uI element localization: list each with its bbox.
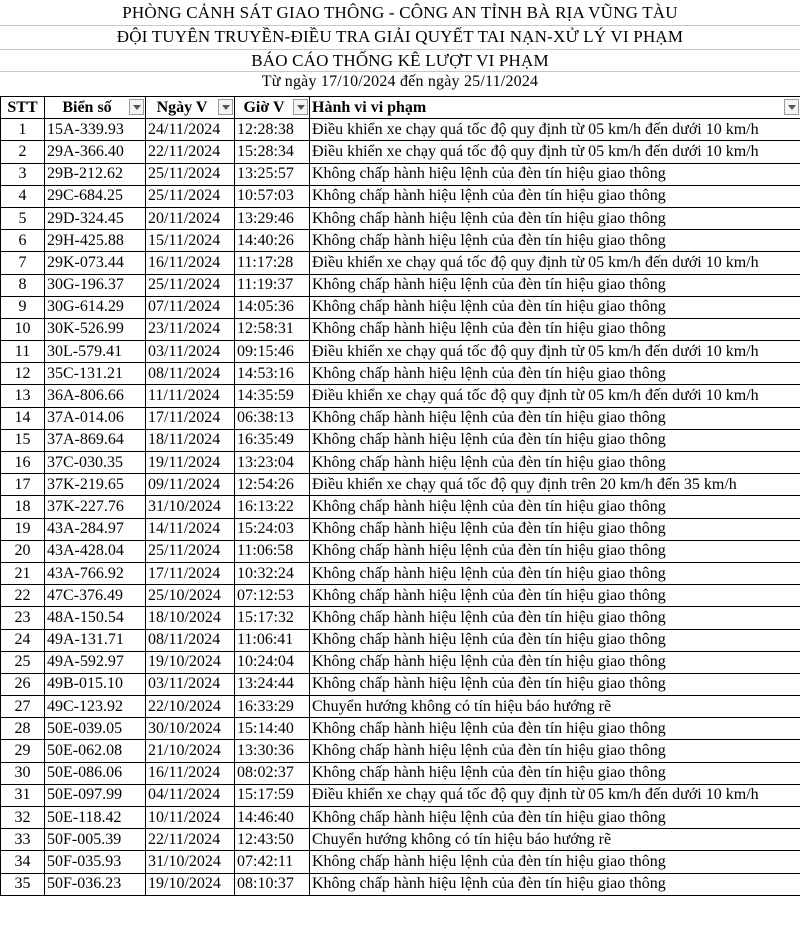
table-row	[1, 696, 800, 718]
cell-plate[interactable]: 49B-015.10	[45, 673, 146, 695]
cell-stt[interactable]: 22	[1, 585, 45, 607]
cell-plate[interactable]: 30K-526.99	[45, 318, 146, 340]
cell-violation[interactable]: Không chấp hành hiệu lệnh của đèn tín hiệu giao thông	[310, 740, 800, 762]
filter-dropdown-icon[interactable]	[784, 99, 799, 115]
cell-violation[interactable]: Không chấp hành hiệu lệnh của đèn tín hiệu giao thông	[310, 452, 800, 474]
cell-violation[interactable]: Điều khiển xe chạy quá tốc độ quy định từ 05 km/h đến dưới 10 km/h	[310, 784, 800, 806]
cell-date[interactable]: 19/11/2024	[146, 452, 235, 474]
cell-time[interactable]: 13:23:04	[235, 452, 310, 474]
cell-plate[interactable]: 50E-097.99	[45, 784, 146, 806]
cell-plate[interactable]: 37A-014.06	[45, 407, 146, 429]
cell-date[interactable]: 09/11/2024	[146, 474, 235, 496]
cell-time[interactable]: 15:17:32	[235, 607, 310, 629]
filter-dropdown-icon[interactable]	[293, 99, 308, 115]
cell-stt[interactable]: 26	[1, 673, 45, 695]
cell-stt[interactable]: 19	[1, 518, 45, 540]
cell-stt[interactable]: 2	[1, 141, 45, 163]
cell-time[interactable]: 14:40:26	[235, 230, 310, 252]
cell-violation[interactable]: Không chấp hành hiệu lệnh của đèn tín hiệu giao thông	[310, 407, 800, 429]
cell-time[interactable]: 14:53:16	[235, 363, 310, 385]
cell-time[interactable]: 16:35:49	[235, 429, 310, 451]
cell-date[interactable]: 07/11/2024	[146, 296, 235, 318]
cell-plate[interactable]: 29K-073.44	[45, 252, 146, 274]
cell-time[interactable]: 10:32:24	[235, 562, 310, 584]
table-row	[1, 318, 800, 340]
cell-date[interactable]: 25/10/2024	[146, 585, 235, 607]
cell-plate[interactable]: 49A-592.97	[45, 651, 146, 673]
cell-plate[interactable]: 37K-219.65	[45, 474, 146, 496]
table-row	[1, 540, 800, 562]
cell-stt[interactable]: 15	[1, 429, 45, 451]
cell-plate[interactable]: 37C-030.35	[45, 452, 146, 474]
cell-plate[interactable]: 36A-806.66	[45, 385, 146, 407]
cell-time[interactable]: 15:14:40	[235, 718, 310, 740]
cell-violation[interactable]: Điều khiển xe chạy quá tốc độ quy định từ 05 km/h đến dưới 10 km/h	[310, 141, 800, 163]
cell-violation[interactable]: Không chấp hành hiệu lệnh của đèn tín hiệu giao thông	[310, 230, 800, 252]
cell-date[interactable]: 19/10/2024	[146, 873, 235, 895]
cell-stt[interactable]: 21	[1, 562, 45, 584]
cell-time[interactable]: 13:24:44	[235, 673, 310, 695]
cell-stt[interactable]: 17	[1, 474, 45, 496]
cell-time[interactable]: 14:46:40	[235, 807, 310, 829]
column-header-date	[146, 97, 235, 119]
report-date-range: Từ ngày 17/10/2024 đến ngày 25/11/2024	[261, 73, 539, 90]
column-header-date-label: Ngày V	[156, 98, 208, 116]
cell-violation[interactable]: Chuyển hướng không có tín hiệu báo hướng rẽ	[310, 829, 800, 851]
column-header-plate	[45, 97, 146, 119]
cell-stt[interactable]: 30	[1, 762, 45, 784]
cell-time[interactable]: 10:57:03	[235, 185, 310, 207]
table-row	[1, 651, 800, 673]
cell-violation[interactable]: Chuyển hướng không có tín hiệu báo hướng rẽ	[310, 696, 800, 718]
cell-plate[interactable]: 50E-039.05	[45, 718, 146, 740]
cell-violation[interactable]: Không chấp hành hiệu lệnh của đèn tín hiệu giao thông	[310, 673, 800, 695]
table-row	[1, 784, 800, 806]
cell-violation[interactable]: Không chấp hành hiệu lệnh của đèn tín hiệu giao thông	[310, 718, 800, 740]
cell-plate[interactable]: 35C-131.21	[45, 363, 146, 385]
cell-time[interactable]: 08:02:37	[235, 762, 310, 784]
cell-violation[interactable]: Điều khiển xe chạy quá tốc độ quy định từ 05 km/h đến dưới 10 km/h	[310, 385, 800, 407]
cell-time[interactable]: 11:19:37	[235, 274, 310, 296]
cell-stt[interactable]: 12	[1, 363, 45, 385]
table-header-row	[1, 97, 800, 119]
cell-stt[interactable]: 10	[1, 318, 45, 340]
cell-violation[interactable]: Không chấp hành hiệu lệnh của đèn tín hiệu giao thông	[310, 629, 800, 651]
cell-plate[interactable]: 48A-150.54	[45, 607, 146, 629]
cell-time[interactable]: 16:33:29	[235, 696, 310, 718]
cell-plate[interactable]: 37A-869.64	[45, 429, 146, 451]
cell-date[interactable]: 30/10/2024	[146, 718, 235, 740]
divider	[0, 25, 800, 26]
cell-time[interactable]: 12:54:26	[235, 474, 310, 496]
table-row	[1, 207, 800, 229]
violations-table	[0, 96, 800, 896]
cell-date[interactable]: 11/11/2024	[146, 385, 235, 407]
cell-plate[interactable]: 50E-086.06	[45, 762, 146, 784]
cell-violation[interactable]: Không chấp hành hiệu lệnh của đèn tín hiệu giao thông	[310, 318, 800, 340]
cell-stt[interactable]: 32	[1, 807, 45, 829]
cell-violation[interactable]: Điều khiển xe chạy quá tốc độ quy định từ 05 km/h đến dưới 10 km/h	[310, 341, 800, 363]
cell-stt[interactable]: 29	[1, 740, 45, 762]
cell-violation[interactable]: Điều khiển xe chạy quá tốc độ quy định từ 05 km/h đến dưới 10 km/h	[310, 119, 800, 141]
cell-date[interactable]: 20/11/2024	[146, 207, 235, 229]
cell-date[interactable]: 15/11/2024	[146, 230, 235, 252]
cell-stt[interactable]: 18	[1, 496, 45, 518]
cell-time[interactable]: 06:38:13	[235, 407, 310, 429]
divider	[0, 71, 800, 72]
cell-date[interactable]: 25/11/2024	[146, 163, 235, 185]
cell-time[interactable]: 13:30:36	[235, 740, 310, 762]
cell-plate[interactable]: 30L-579.41	[45, 341, 146, 363]
cell-plate[interactable]: 29H-425.88	[45, 230, 146, 252]
cell-time[interactable]: 07:42:11	[235, 851, 310, 873]
cell-time[interactable]: 14:35:59	[235, 385, 310, 407]
table-row	[1, 873, 800, 895]
column-header-plate-label: Biển số	[62, 98, 112, 116]
cell-stt[interactable]: 28	[1, 718, 45, 740]
cell-date[interactable]: 21/10/2024	[146, 740, 235, 762]
cell-violation[interactable]: Không chấp hành hiệu lệnh của đèn tín hiệu giao thông	[310, 851, 800, 873]
cell-stt[interactable]: 9	[1, 296, 45, 318]
cell-stt[interactable]: 34	[1, 851, 45, 873]
cell-time[interactable]: 12:58:31	[235, 318, 310, 340]
cell-time[interactable]: 11:06:58	[235, 540, 310, 562]
cell-date[interactable]: 14/11/2024	[146, 518, 235, 540]
cell-violation[interactable]: Không chấp hành hiệu lệnh của đèn tín hiệu giao thông	[310, 296, 800, 318]
cell-stt[interactable]: 7	[1, 252, 45, 274]
cell-violation[interactable]: Không chấp hành hiệu lệnh của đèn tín hiệu giao thông	[310, 607, 800, 629]
cell-stt[interactable]: 5	[1, 207, 45, 229]
report-header-unit: ĐỘI TUYÊN TRUYỀN-ĐIỀU TRA GIẢI QUYẾT TAI NẠN-XỬ LÝ VI PHẠM	[116, 27, 684, 46]
cell-plate[interactable]: 29D-324.45	[45, 207, 146, 229]
table-body	[1, 119, 800, 896]
cell-time[interactable]: 08:10:37	[235, 873, 310, 895]
cell-plate[interactable]: 29C-684.25	[45, 185, 146, 207]
cell-violation[interactable]: Không chấp hành hiệu lệnh của đèn tín hiệu giao thông	[310, 562, 800, 584]
table-row	[1, 274, 800, 296]
cell-date[interactable]: 03/11/2024	[146, 341, 235, 363]
cell-stt[interactable]: 35	[1, 873, 45, 895]
cell-time[interactable]: 07:12:53	[235, 585, 310, 607]
cell-date[interactable]: 24/11/2024	[146, 119, 235, 141]
cell-time[interactable]: 11:17:28	[235, 252, 310, 274]
divider	[0, 49, 800, 50]
cell-violation[interactable]: Không chấp hành hiệu lệnh của đèn tín hiệu giao thông	[310, 585, 800, 607]
cell-violation[interactable]: Không chấp hành hiệu lệnh của đèn tín hiệu giao thông	[310, 496, 800, 518]
cell-violation[interactable]: Không chấp hành hiệu lệnh của đèn tín hiệu giao thông	[310, 651, 800, 673]
cell-date[interactable]: 17/11/2024	[146, 407, 235, 429]
cell-stt[interactable]: 27	[1, 696, 45, 718]
cell-plate[interactable]: 47C-376.49	[45, 585, 146, 607]
cell-stt[interactable]: 4	[1, 185, 45, 207]
cell-violation[interactable]: Không chấp hành hiệu lệnh của đèn tín hiệu giao thông	[310, 807, 800, 829]
cell-plate[interactable]: 50E-062.08	[45, 740, 146, 762]
table-row	[1, 429, 800, 451]
cell-date[interactable]: 25/11/2024	[146, 185, 235, 207]
cell-plate[interactable]: 49A-131.71	[45, 629, 146, 651]
cell-date[interactable]: 19/10/2024	[146, 651, 235, 673]
cell-violation[interactable]: Không chấp hành hiệu lệnh của đèn tín hiệu giao thông	[310, 185, 800, 207]
cell-stt[interactable]: 14	[1, 407, 45, 429]
cell-time[interactable]: 16:13:22	[235, 496, 310, 518]
table-row	[1, 163, 800, 185]
column-header-violation-label: Hành vi vi phạm	[312, 98, 427, 116]
cell-violation[interactable]: Không chấp hành hiệu lệnh của đèn tín hiệu giao thông	[310, 518, 800, 540]
cell-plate[interactable]: 50F-005.39	[45, 829, 146, 851]
cell-violation[interactable]: Không chấp hành hiệu lệnh của đèn tín hiệu giao thông	[310, 873, 800, 895]
cell-stt[interactable]: 23	[1, 607, 45, 629]
cell-time[interactable]: 11:06:41	[235, 629, 310, 651]
table-row	[1, 829, 800, 851]
table-row	[1, 673, 800, 695]
cell-date[interactable]: 31/10/2024	[146, 496, 235, 518]
table-row	[1, 585, 800, 607]
report-header-agency: PHÒNG CẢNH SÁT GIAO THÔNG - CÔNG AN TỈNH BÀ RỊA VŨNG TÀU	[122, 3, 678, 22]
cell-date[interactable]: 25/11/2024	[146, 540, 235, 562]
table-row	[1, 252, 800, 274]
table-row	[1, 119, 800, 141]
cell-date[interactable]: 23/11/2024	[146, 318, 235, 340]
cell-stt[interactable]: 20	[1, 540, 45, 562]
cell-plate[interactable]: 30G-614.29	[45, 296, 146, 318]
cell-stt[interactable]: 24	[1, 629, 45, 651]
table-row	[1, 762, 800, 784]
table-row	[1, 607, 800, 629]
table-row	[1, 230, 800, 252]
table-row	[1, 296, 800, 318]
table-row	[1, 807, 800, 829]
cell-violation[interactable]: Không chấp hành hiệu lệnh của đèn tín hiệu giao thông	[310, 274, 800, 296]
cell-plate[interactable]: 43A-766.92	[45, 562, 146, 584]
table-row	[1, 141, 800, 163]
cell-date[interactable]: 08/11/2024	[146, 363, 235, 385]
cell-date[interactable]: 03/11/2024	[146, 673, 235, 695]
cell-time[interactable]: 09:15:46	[235, 341, 310, 363]
cell-stt[interactable]: 1	[1, 119, 45, 141]
cell-stt[interactable]: 3	[1, 163, 45, 185]
table-row	[1, 341, 800, 363]
cell-violation[interactable]: Điều khiển xe chạy quá tốc độ quy định từ 05 km/h đến dưới 10 km/h	[310, 252, 800, 274]
cell-stt[interactable]: 6	[1, 230, 45, 252]
cell-date[interactable]: 17/11/2024	[146, 562, 235, 584]
table-row	[1, 385, 800, 407]
cell-time[interactable]: 12:43:50	[235, 829, 310, 851]
cell-stt[interactable]: 8	[1, 274, 45, 296]
cell-plate[interactable]: 43A-284.97	[45, 518, 146, 540]
cell-time[interactable]: 14:05:36	[235, 296, 310, 318]
cell-violation[interactable]: Không chấp hành hiệu lệnh của đèn tín hiệu giao thông	[310, 429, 800, 451]
cell-plate[interactable]: 50F-036.23	[45, 873, 146, 895]
column-header-violation	[310, 97, 800, 119]
cell-stt[interactable]: 31	[1, 784, 45, 806]
cell-date[interactable]: 22/11/2024	[146, 141, 235, 163]
cell-violation[interactable]: Không chấp hành hiệu lệnh của đèn tín hiệu giao thông	[310, 762, 800, 784]
cell-date[interactable]: 18/10/2024	[146, 607, 235, 629]
cell-plate[interactable]: 43A-428.04	[45, 540, 146, 562]
cell-violation[interactable]: Không chấp hành hiệu lệnh của đèn tín hiệu giao thông	[310, 540, 800, 562]
filter-dropdown-icon[interactable]	[218, 99, 233, 115]
cell-plate[interactable]: 29B-212.62	[45, 163, 146, 185]
cell-date[interactable]: 18/11/2024	[146, 429, 235, 451]
cell-time[interactable]: 10:24:04	[235, 651, 310, 673]
cell-violation[interactable]: Không chấp hành hiệu lệnh của đèn tín hiệu giao thông	[310, 207, 800, 229]
table-row	[1, 718, 800, 740]
cell-violation[interactable]: Không chấp hành hiệu lệnh của đèn tín hiệu giao thông	[310, 163, 800, 185]
cell-plate[interactable]: 50F-035.93	[45, 851, 146, 873]
cell-date[interactable]: 22/11/2024	[146, 829, 235, 851]
cell-violation[interactable]: Không chấp hành hiệu lệnh của đèn tín hiệu giao thông	[310, 363, 800, 385]
column-header-stt: STT	[1, 97, 45, 119]
cell-time[interactable]: 15:24:03	[235, 518, 310, 540]
cell-time[interactable]: 13:29:46	[235, 207, 310, 229]
table-row	[1, 363, 800, 385]
cell-time[interactable]: 13:25:57	[235, 163, 310, 185]
cell-plate[interactable]: 15A-339.93	[45, 119, 146, 141]
cell-date[interactable]: 16/11/2024	[146, 252, 235, 274]
table-row	[1, 740, 800, 762]
cell-time[interactable]: 15:28:34	[235, 141, 310, 163]
cell-plate[interactable]: 50E-118.42	[45, 807, 146, 829]
table-row	[1, 562, 800, 584]
cell-plate[interactable]: 37K-227.76	[45, 496, 146, 518]
column-header-time-label: Giờ V	[243, 98, 285, 116]
cell-time[interactable]: 12:28:38	[235, 119, 310, 141]
table-row	[1, 496, 800, 518]
column-header-time	[235, 97, 310, 119]
cell-plate[interactable]: 30G-196.37	[45, 274, 146, 296]
cell-date[interactable]: 04/11/2024	[146, 784, 235, 806]
filter-dropdown-icon[interactable]	[129, 99, 144, 115]
cell-stt[interactable]: 25	[1, 651, 45, 673]
cell-date[interactable]: 10/11/2024	[146, 807, 235, 829]
cell-date[interactable]: 08/11/2024	[146, 629, 235, 651]
table-row	[1, 452, 800, 474]
table-row	[1, 407, 800, 429]
table-row	[1, 185, 800, 207]
cell-time[interactable]: 15:17:59	[235, 784, 310, 806]
cell-stt[interactable]: 11	[1, 341, 45, 363]
table-row	[1, 518, 800, 540]
report-title: BÁO CÁO THỐNG KÊ LƯỢT VI PHẠM	[251, 51, 549, 70]
cell-date[interactable]: 22/10/2024	[146, 696, 235, 718]
cell-stt[interactable]: 33	[1, 829, 45, 851]
cell-violation[interactable]: Điều khiển xe chạy quá tốc độ quy định trên 20 km/h đến 35 km/h	[310, 474, 800, 496]
cell-stt[interactable]: 13	[1, 385, 45, 407]
table-row	[1, 629, 800, 651]
cell-plate[interactable]: 49C-123.92	[45, 696, 146, 718]
cell-date[interactable]: 25/11/2024	[146, 274, 235, 296]
cell-stt[interactable]: 16	[1, 452, 45, 474]
table-row	[1, 851, 800, 873]
cell-plate[interactable]: 29A-366.40	[45, 141, 146, 163]
table-row	[1, 474, 800, 496]
cell-date[interactable]: 31/10/2024	[146, 851, 235, 873]
cell-date[interactable]: 16/11/2024	[146, 762, 235, 784]
